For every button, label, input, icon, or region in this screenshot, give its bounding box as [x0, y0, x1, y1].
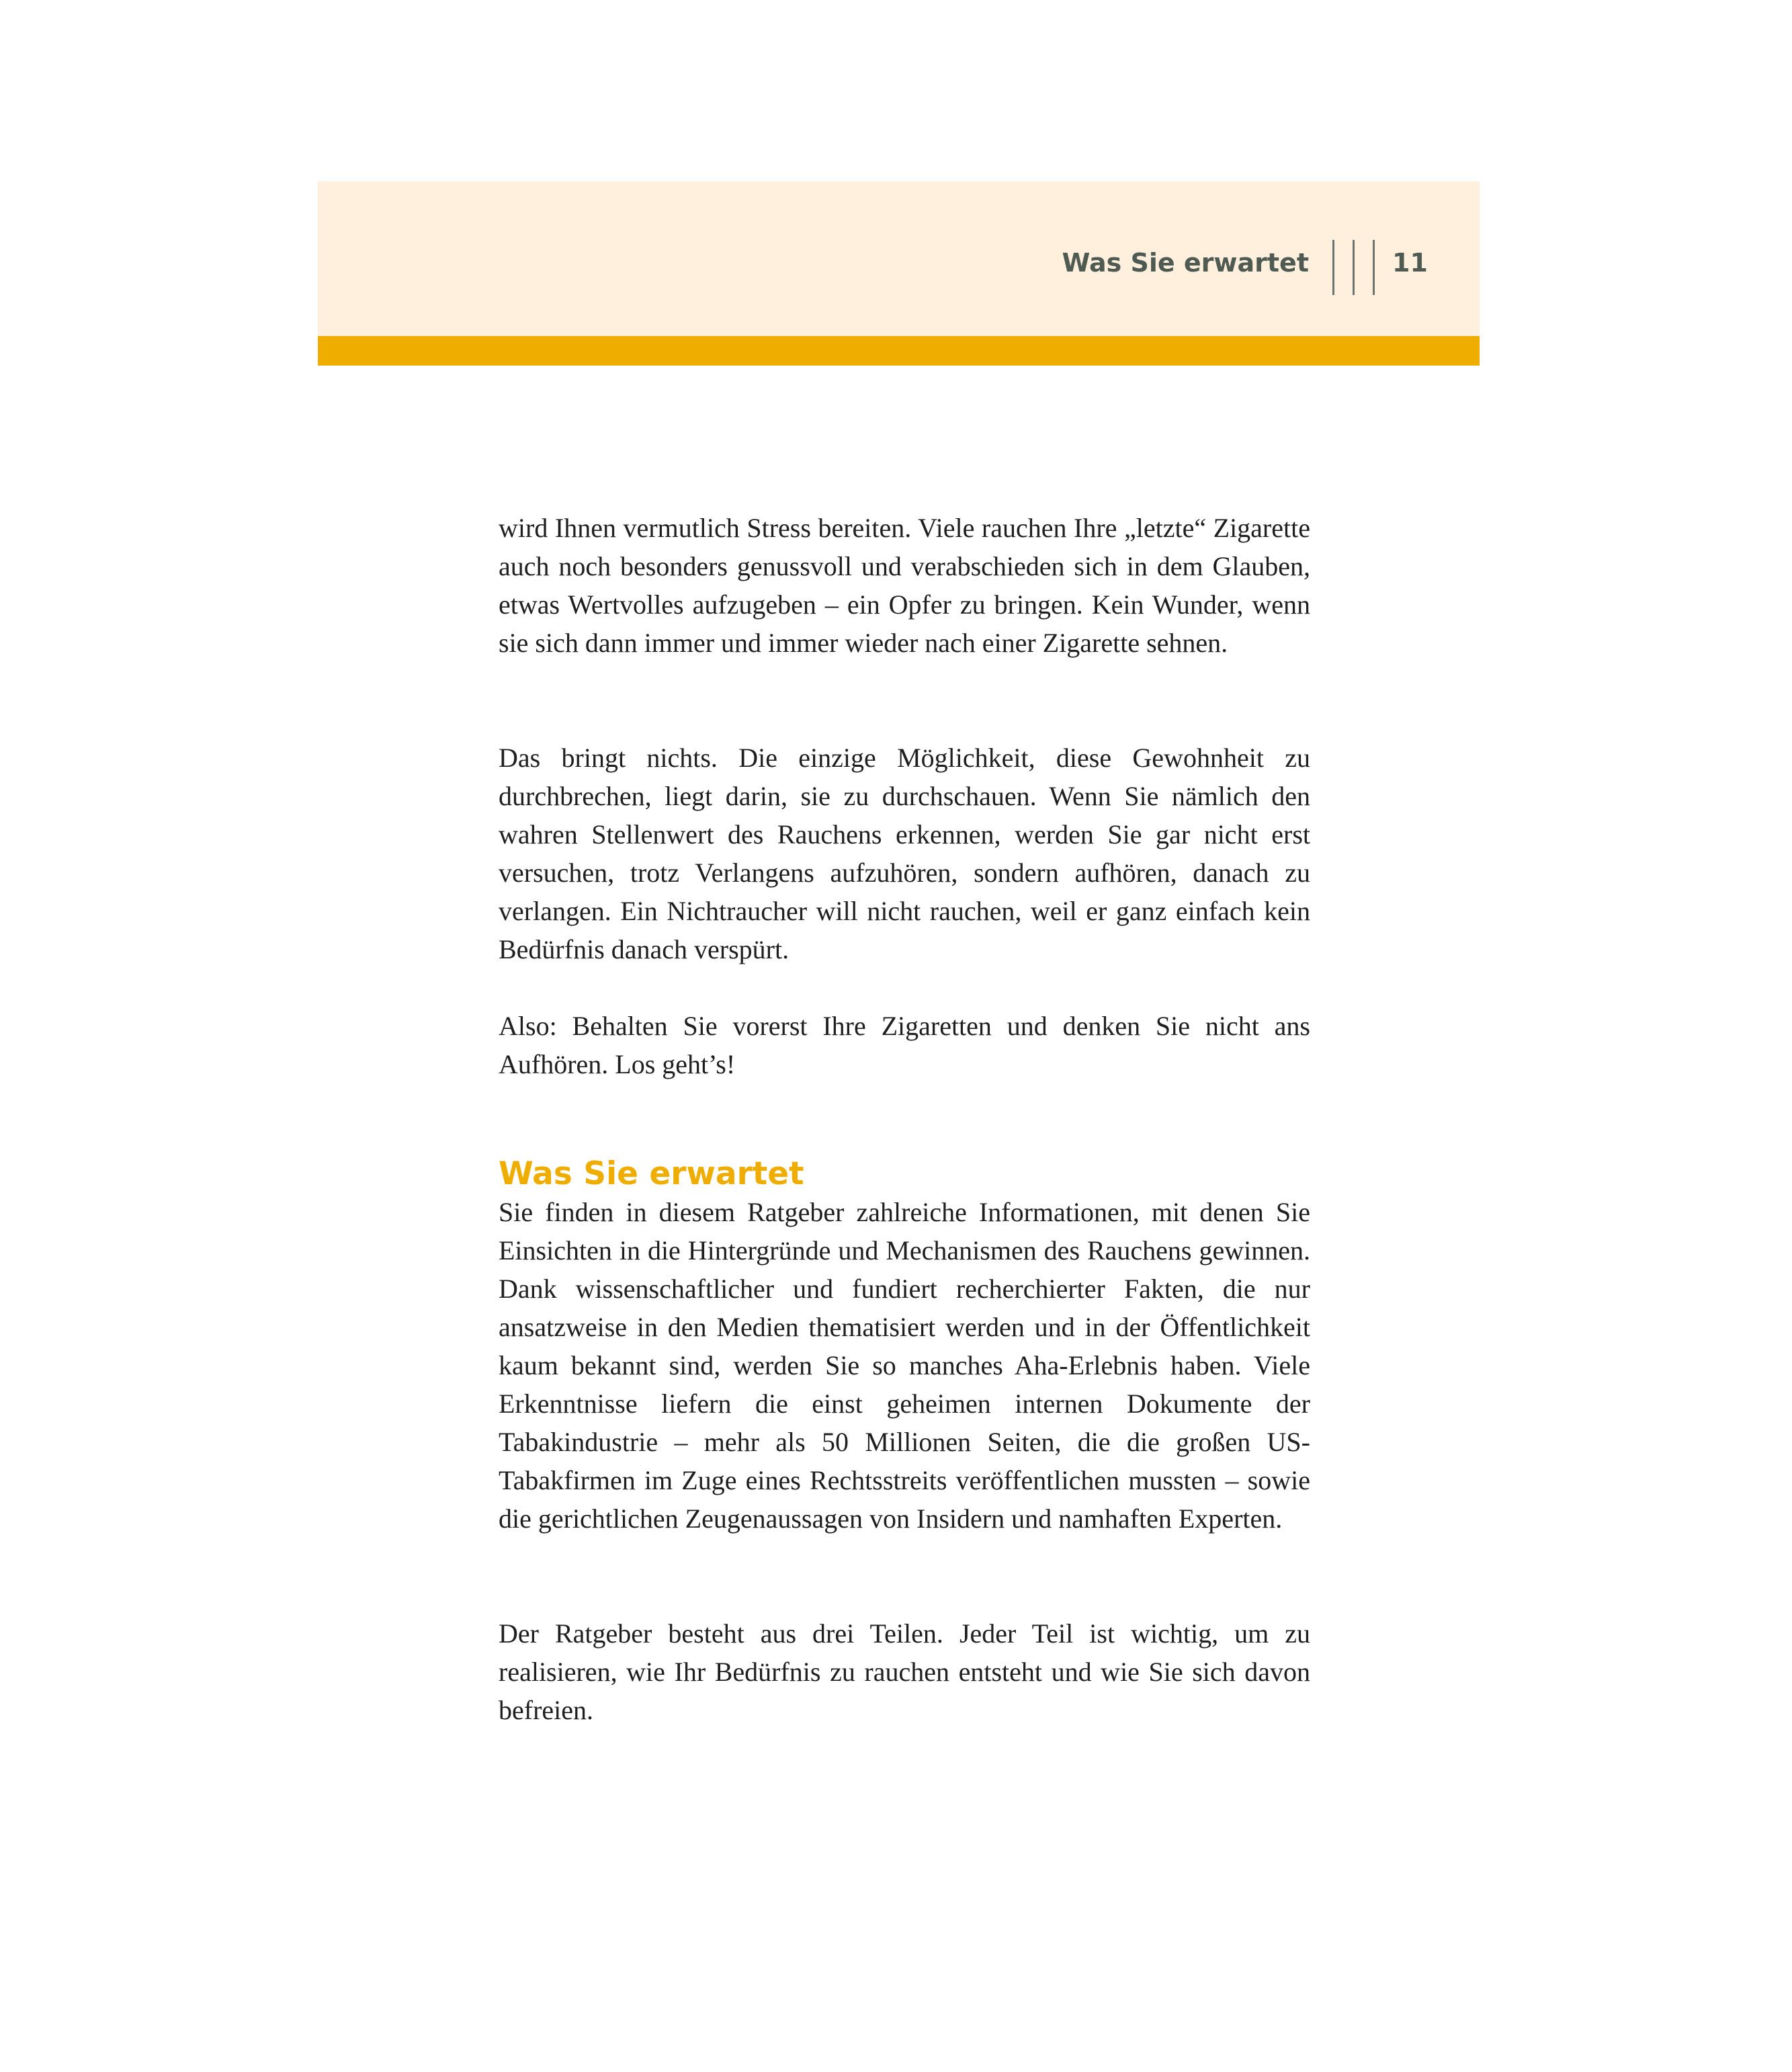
header-divider-line — [1332, 240, 1334, 295]
paragraph: Also: Behalten Sie vorerst Ihre Zigaretten und denken Sie nicht ans Aufhören. Los geht’s! — [499, 1011, 1310, 1079]
section-what-to-expect — [499, 1154, 1310, 1729]
running-title: Was Sie erwartet — [1062, 248, 1309, 278]
header-divider-line — [1353, 240, 1355, 295]
header-divider-line — [1373, 240, 1375, 295]
intro-text — [499, 509, 1310, 1083]
paragraph: Das bringt nichts. Die einzige Möglichkeit, diese Gewohnheit zu durchbrechen, liegt darin, sie zu durchschauen. Wenn Sie nämlich den wahren Stellenwert des Rauchens erkennen, werden Sie gar nicht erst versuchen, trotz Verlangens aufzuhören, sondern aufhören, danach zu verlangen. Ein Nichtraucher will nicht rauchen, weil er ganz einfach kein Bedürfnis danach verspürt. — [499, 743, 1310, 964]
section-heading: Was Sie erwartet — [499, 1155, 804, 1192]
page-number: 11 — [1392, 248, 1428, 278]
paragraph: wird Ihnen vermutlich Stress bereiten. Viele rauchen Ihre „letzte“ Zigarette auch noch besonders genussvoll und verabschieden sich in dem Glauben, etwas Wertvolles aufzugeben – ein Opfer zu bringen. Kein Wunder, wenn sie sich dann immer und immer wieder nach einer Zigarette sehnen. — [499, 513, 1310, 658]
paragraph: Der Ratgeber besteht aus drei Teilen. Jeder Teil ist wichtig, um zu realisieren, wie Ihr Bedürfnis zu rauchen entsteht und wie Sie sich davon befreien. — [499, 1618, 1310, 1725]
paragraph: Sie finden in diesem Ratgeber zahlreiche Informationen, mit denen Sie Einsichten in die Hintergründe und Mechanismen des Rauchens gewinnen. Dank wissenschaftlicher und fundiert recherchierter Fakten, die nur ansatzweise in den Medien thematisiert werden und in der Öffentlichkeit kaum bekannt sind, werden Sie so manches Aha-Erlebnis haben. Viele Erkenntnisse liefern die einst geheimen internen Dokumente der Tabakindustrie – mehr als 50 Millionen Seiten, die die großen US-Tabakfirmen im Zuge eines Rechtsstreits veröffentlichen mussten – sowie die gerichtlichen Zeugenaussagen von Insidern und namhaften Experten. — [499, 1197, 1310, 1534]
header-accent-bar — [318, 336, 1480, 366]
